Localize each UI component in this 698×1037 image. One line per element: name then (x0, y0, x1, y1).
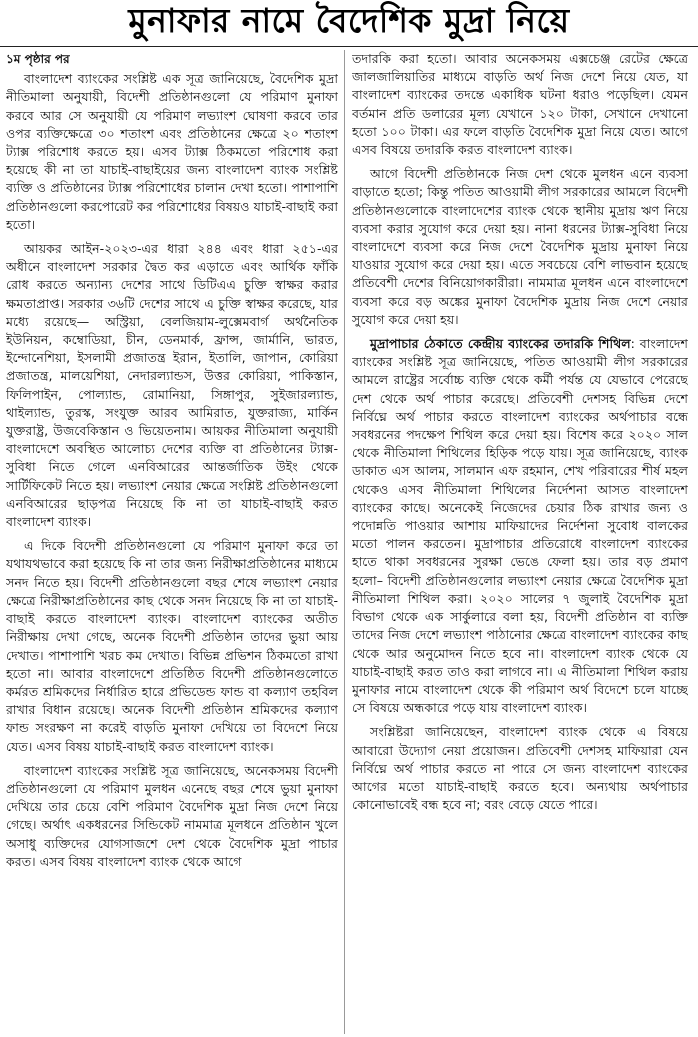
subhead: মুদ্রাপাচার ঠেকাতে কেন্দ্রীয় ব্যাংকের তদারকি শিথিল (370, 336, 631, 352)
article-paragraph: বাংলাদেশ ব্যাংকের সংশ্লিষ্ট এক সূত্র জানিয়েছে, বৈদেশিক মুদ্রা নীতিমালা অনুযায়ী, বিদেশী প্রতিষ্ঠানগুলো যে পরিমাণ মুনাফা করবে আর সে অনুযায়ী যে পরিমাণ লভ্যাংশ ঘোষণা করবে তার ওপর ব্যক্তিক্ষেত্রে ৩০ শতাংশ এবং প্রতিষ্ঠানের ক্ষেত্রে ২০ শতাংশ ট্যাক্স পরিশোধ করতে হয়। এসব ট্যাক্স ঠিকমতো পরিশোধ করা হয়েছে কী না তা যাচাই-বাছাইয়ের জন্য বাংলাদেশ ব্যাংক সংশ্লিষ্ট ব্যক্তি ও প্রতিষ্ঠানের ট্যাক্স পরিশোধের চালান দেখা হতো। পাশাপাশি প্রতিষ্ঠানগুলো করপোরেট কর পরিশোধের বিষয়ও যাচাই-বাছাই করা হতো। (6, 71, 338, 232)
article-paragraph: আয়কর আইন-২০২৩-এর ধারা ২৪৪ এবং ধারা ২৫১-এর অধীনে বাংলাদেশ সরকার দ্বৈত কর এড়াতে এবং আর্থিক ফাঁকি রোধ করতে অন্যান্য দেশের সাথে ডিটিএএ চুক্তি স্বাক্ষর করার ক্ষমতাপ্রাপ্ত। সরকার ৩৬টি দেশের সাথে এ চুক্তি স্বাক্ষর করেছে, যার মধ্যে রয়েছে— অস্ট্রিয়া, বেলজিয়াম-লুক্সেমবার্গ অর্থনৈতিক ইউনিয়ন, কম্বোডিয়া, চীন, ডেনমার্ক, ফ্রান্স, জার্মানি, ভারত, ইন্দোনেশিয়া, ইসলামী প্রজাতন্ত্র ইরান, ইতালি, জাপান, কোরিয়া প্রজাতন্ত্র, মালয়েশিয়া, নেদারল্যান্ডস, উত্তর কোরিয়া, পাকিস্তান, ফিলিপাইন, পোল্যান্ড, রোমানিয়া, সিঙ্গাপুর, সুইজারল্যান্ড, থাইল্যান্ড, তুরস্ক, সংযুক্ত আরব আমিরাত, যুক্তরাজ্য, মার্কিন যুক্তরাষ্ট্র, উজবেকিস্তান ও ভিয়েতনাম। আয়কর নীতিমালা অনুযায়ী বাংলাদেশে অবস্থিত আলোচ্য দেশের ব্যক্তি বা প্রতিষ্ঠানের ট্যাক্স-সুবিধা নিতে গেলে এনবিআরের আন্তর্জাতিক উইং থেকে সার্টিফিকেট নিতে হয়। লভ্যাংশ নেয়ার ক্ষেত্রে সংশ্লিষ্ট প্রতিষ্ঠানগুলো এনবিআরের ছাড়পত্র নিয়েছে কি না তা যাচাই-বাছাই করত বাংলাদেশ ব্যাংক। (6, 241, 338, 530)
subhead-paragraph (352, 335, 688, 717)
headline: মুনাফার নামে বৈদেশিক মুদ্রা নিয়ে (0, 0, 698, 47)
article-paragraph: তদারকি করা হতো। আবার অনেকসময় এক্সচেঞ্জ রেটের ক্ষেত্রে জালজালিয়াতির মাধ্যমে বাড়তি অর্থ নিজ দেশে নিয়ে যেত, যা বাংলাদেশ ব্যাংকের তদন্তে একাধিক ঘটনা ধরাও পড়েছিল। যেমন বর্তমান প্রতি ডলারের মূল্য যেখানে ১২০ টাকা, সেখানে দেখানো হতো ১০০ টাকা। এর ফলে বাড়তি বৈদেশিক মুদ্রা নিয়ে যেত। আগে এসব বিষয়ে তদারকি করত বাংলাদেশ ব্যাংক। (352, 51, 688, 158)
article-paragraph: এ দিকে বিদেশী প্রতিষ্ঠানগুলো যে পরিমাণ মুনাফা করে তা যথাযথভাবে করা হয়েছে কি না তার জন্য নিরীক্ষাপ্রতিষ্ঠানের মাধ্যমে সনদ নিতে হয়। বিদেশী প্রতিষ্ঠানগুলো বছর শেষে লভ্যাংশ নেয়ার ক্ষেত্রে নিরীক্ষাপ্রতিষ্ঠানের কাছ থেকে সনদ নিয়েছে কি না তা যাচাই-বাছাই করতে বাংলাদেশ ব্যাংক। বাংলাদেশ ব্যাংকের অতীত নিরীক্ষায় দেখা গেছে, অনেক বিদেশী প্রতিষ্ঠান তাদের ভুয়া আয় দেখাত। পাশাপাশি খরচ কম দেখাত। বিভিন্ন প্রভিশন ঠিকমতো রাখা হতো না। আবার বাংলাদেশে প্রতিষ্ঠিত বিদেশী প্রতিষ্ঠানগুলোতে কর্মরত শ্রমিকদের নির্ধারিত হারে প্রভিডেন্ড ফান্ড বা কল্যাণ তহবিল রাখার বিধান রয়েছে। অনেক বিদেশী প্রতিষ্ঠান শ্রমিকদের কল্যাণ ফান্ড সংরক্ষণ না করেই বাড়তি মুনাফা দেখিয়ে তা বিদেশে নিয়ে যেত। এসব বিষয় যাচাই-বাছাই করত বাংলাদেশ ব্যাংক। (6, 538, 338, 754)
continued-from-label: ১ম পৃষ্ঠার পর (6, 52, 70, 66)
right-column (352, 50, 688, 1034)
column-divider (344, 50, 345, 1034)
article-paragraph: বাংলাদেশ ব্যাংকের সংশ্লিষ্ট সূত্র জানিয়েছে, অনেকসময় বিদেশী প্রতিষ্ঠানগুলো যে পরিমাণ মুলধন এনেছে বছর শেষে ভুয়া মুনাফা দেখিয়ে তার চেয়ে বেশি পরিমাণ বৈদেশিক মুদ্রা নিজ দেশে নিয়ে গেছে। অর্থাৎ একধরনের সিন্ডিকেট নামমাত্র মূলধনে প্রতিষ্ঠান খুলে অসাধু ব্যক্তিদের যোগসাজশে দেশ থেকে বৈদেশিক মুদ্রা পাচার করত। এসব বিষয় বাংলাদেশ ব্যাংক থেকে আগে (6, 762, 338, 869)
article-paragraph: সংশ্লিষ্টরা জানিয়েছেন, বাংলাদেশ ব্যাংক থেকে এ বিষয়ে আবারো উদ্যোগ নেয়া প্রয়োজন। প্রতিবেশী দেশসহ মাফিয়ারা যেন নির্বিঘ্নে অর্থ পাচার করতে না পারে সে জন্য বাংলাদেশ ব্যাংকের আগের মতো যাচাই-বাছাই করতে হবে। অন্যথায় অর্থপাচার কোনোভাবেই বন্ধ হবে না; বরং বেড়ে যেতে পারে। (352, 724, 688, 813)
article-paragraph: আগে বিদেশী প্রতিষ্ঠানকে নিজ দেশ থেকে মুলধন এনে ব্যবসা বাড়াতে হতো; কিন্তু পতিত আওয়ামী লীগ সরকারের আমলে বিদেশী প্রতিষ্ঠানগুলোকে বাংলাদেশের ব্যাংক থেকে স্থানীয় মুদ্রায় ঋণ নিয়ে ব্যবসা করার সুযোগ করে দেয়া হয়। নানা ধরনের ট্যাক্স-সুবিধা নিয়ে বাংলাদেশে ব্যবসা করে নিজ দেশে বৈদেশিক মুদ্রায় মুনাফা নিয়ে যাওয়ার সুযোগ করে দেয়া হয়। এতে সবচেয়ে বেশি লাভবান হয়েছে প্রতিবেশী দেশের বিনিয়োগকারীরা। নামমাত্র মূলধন এনে বাংলাদেশে ব্যবসা করে বড় অঙ্কের মুনাফা বৈদেশিক মুদ্রায় নিজ দেশে নেয়ার সুযোগ করে দেয়া হয়। (352, 166, 688, 327)
subhead-text: : বাংলাদেশ ব্যাংকের সংশ্লিষ্ট সূত্র জানিয়েছে, পতিত আওয়ামী লীগ সরকারের আমলে রাষ্ট্রের সর্বোচ্চ ব্যক্তি থেকে কর্মী পর্যন্ত যে যেভাবে পেরেছে দেশ থেকে অর্থ পাচার করেছে। প্রতিবেশী দেশসহ বিভিন্ন দেশে নির্বিঘ্নে অর্থ পাচার করতে বাংলাদেশ ব্যাংকের অর্থপাচার বন্ধে সবধরনের পদক্ষেপ শিথিল করে দেয়া হয়। বিশেষ করে ২০২০ সাল থেকে নীতিমালা শিথিলের হিড়িক পড়ে যায়। সূত্র জানিয়েছে, ব্যাংক ডাকাত এস আলম, সালমান এফ রহমান, শেখ পরিবারের শীর্ষ মহল থেকেও এসব নীতিমালা শিথিলের নির্দেশনা আসত বাংলাদেশ ব্যাংকের কাছে। অনেকেই নিজেদের চেয়ার ঠিক রাখার জন্য ও পদোন্নতি পাওয়ার আশায় মাফিয়াদের নির্দেশনা সুবোধ বালকের মতো পালন করতেন। মুদ্রাপাচার প্রতিরোধে বাংলাদেশ ব্যাংকের হাতে থাকা সবধরনের সুরক্ষা ভেঙে ফেলা হয়। তার বড় প্রমাণ হলো– বিদেশী প্রতিষ্ঠানগুলোর লভ্যাংশ নেয়ার ক্ষেত্রে বৈদেশিক মুদ্রা নীতিমালা শিথিল করা। ২০২০ সালের ৭ জুলাই বৈদেশিক মুদ্রা বিভাগ থেকে এক সার্কুলারে বলা হয়, বিদেশী প্রতিষ্ঠান বা ব্যক্তি তাদের নিজ দেশে লভ্যাংশ পাঠানোর ক্ষেত্রে বাংলাদেশ ব্যাংকের কাছ থেকে আর অনুমোদন নিতে হবে না। বাংলাদেশ ব্যাংক থেকে যে যাচাই-বাছাই করত তাও করা লাগবে না। এ নীতিমালা শিথিল করায় মুনাফার নামে বাংলাদেশ থেকে কী পরিমাণ অর্থ বিদেশে চলে যাচ্ছে সে বিষয়ে অন্ধকারে পড়ে যায় বাংলাদেশ ব্যাংক। (352, 336, 688, 716)
left-column (6, 50, 338, 1034)
